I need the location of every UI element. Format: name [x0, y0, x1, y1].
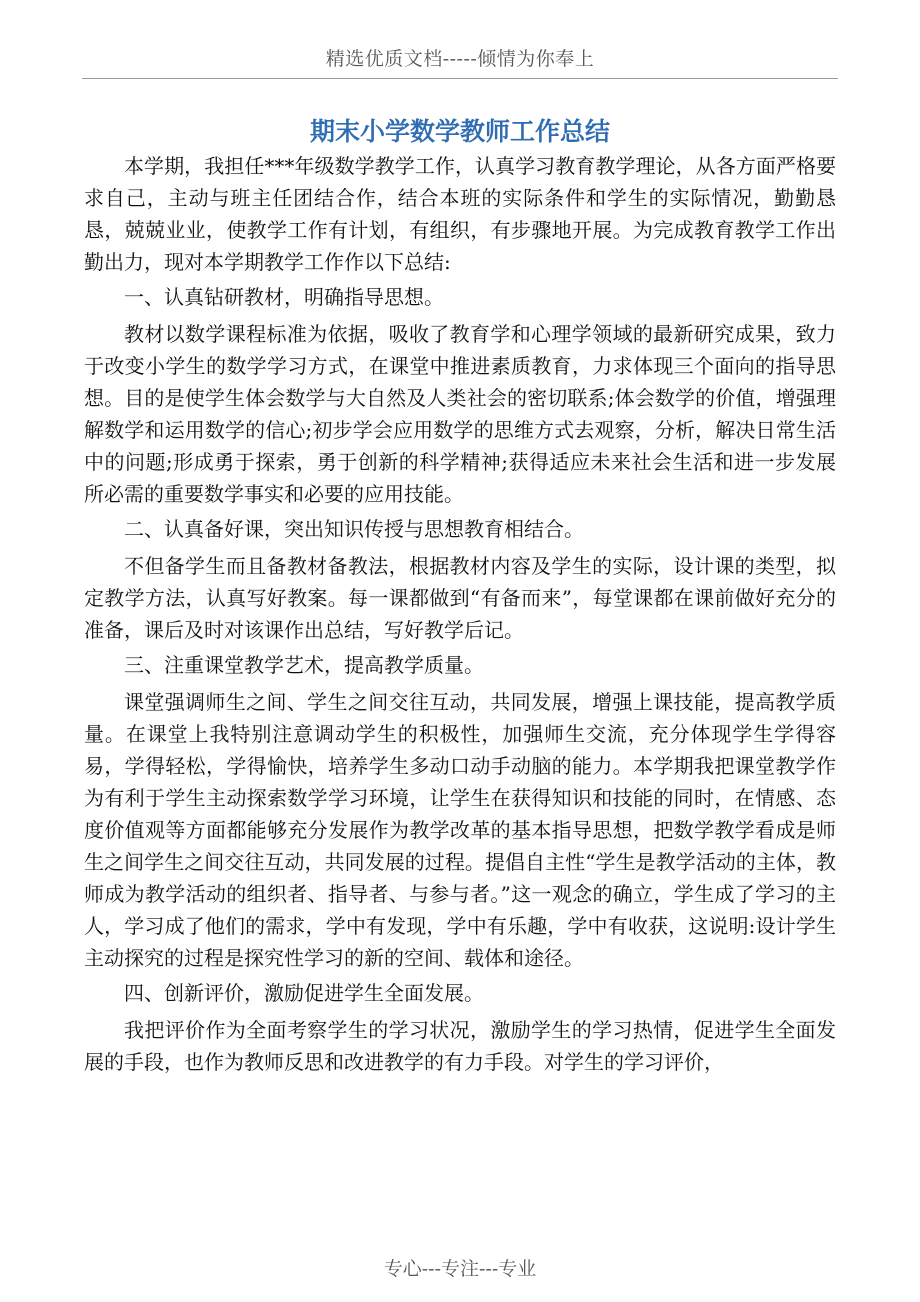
section-heading-3: 三、注重课堂教学艺术，提高教学质量。 [124, 653, 484, 677]
section-heading-1: 一、认真钻研教材，明确指导思想。 [124, 285, 444, 309]
paragraph-section-3: 课堂强调师生之间、学生之间交往互动，共同发展，增强上课技能，提高教学质量。在课堂上我特别注意调动学生的积极性，加强师生交流，充分体现学生学得容易，学得轻松，学得愉快，培养学生多动口动手动脑的能力。本学期我把课堂教学作为有利于学生主动探索数学学习环境，让学生在获得知识和技能的同时，在情感、态度价值观等方面都能够充分发展作为教学改革的基本指导思想，把数学教学看成是师生之间学生之间交往互动，共同发展的过程。提倡自主性“学生是教学活动的主体，教师成为教学活动的组织者、指导者、与参与者。”这一观念的确立，学生成了学习的主人，学习成了他们的需求，学中有发现，学中有乐趣，学中有收获，这说明:设计学生主动探究的过程是探究性学习的新的空间、载体和途径。 [84, 690, 836, 970]
section-heading-2: 二、认真备好课，突出知识传授与思想教育相结合。 [124, 517, 584, 541]
document-body [84, 150, 836, 1081]
paragraph-intro: 本学期，我担任***年级数学教学工作，认真学习教育教学理论，从各方面严格要求自己，主动与班主任团结合作，结合本班的实际条件和学生的实际情况，勤勤恳恳，兢兢业业，使教学工作有计划，有组织，有步骤地开展。为完成教育教学工作出勤出力，现对本学期教学工作作以下总结: [84, 154, 836, 274]
paragraph-section-2: 不但备学生而且备教材备教法，根据教材内容及学生的实际，设计课的类型，拟定教学方法，认真写好教案。每一课都做到“有备而来”，每堂课都在课前做好充分的准备，课后及时对该课作出总结，写好教学后记。 [84, 554, 836, 642]
header-divider [82, 78, 838, 79]
page-header: 精选优质文档-----倾情为你奉上 [325, 48, 595, 70]
section-heading-4: 四、创新评价，激励促进学生全面发展。 [124, 981, 484, 1005]
document-title: 期末小学数学教师工作总结 [309, 117, 610, 146]
page-footer: 专心---专注---专业 [383, 1258, 537, 1280]
paragraph-section-4: 我把评价作为全面考察学生的学习状况，激励学生的学习热情，促进学生全面发展的手段，也作为教师反思和改进教学的有力手段。对学生的学习评价， [84, 1018, 836, 1074]
paragraph-section-1: 教材以数学课程标准为依据，吸收了教育学和心理学领域的最新研究成果，致力于改变小学生的数学学习方式，在课堂中推进素质教育，力求体现三个面向的指导思想。目的是使学生体会数学与大自然及人类社会的密切联系;体会数学的价值，增强理解数学和运用数学的信心;初步学会应用数学的思维方式去观察，分析，解决日常生活中的问题;形成勇于探索，勇于创新的科学精神;获得适应未来社会生活和进一步发展所必需的重要数学事实和必要的应用技能。 [84, 322, 836, 506]
